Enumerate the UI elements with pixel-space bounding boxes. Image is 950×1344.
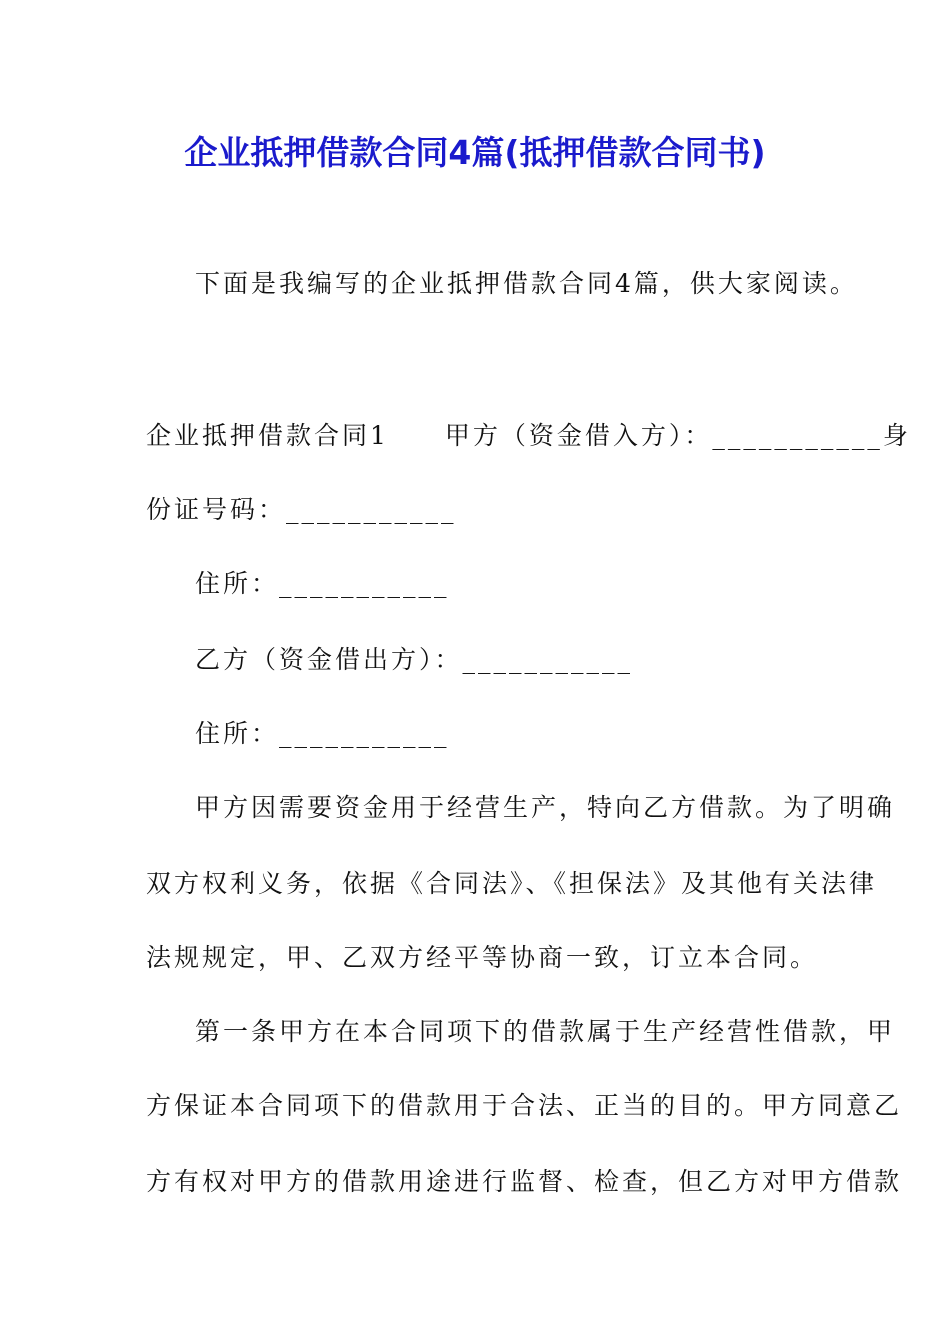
body-text-line: 双方权利义务，依据《合同法》、《担保法》及其他有关法律: [146, 869, 878, 898]
party-b-address-line: 住所：___________: [195, 719, 450, 748]
article-one-line: 第一条甲方在本合同项下的借款属于生产经营性借款，甲: [195, 1017, 896, 1046]
document-title: 企业抵押借款合同4篇(抵押借款合同书): [184, 133, 766, 172]
body-text-line: 甲方因需要资金用于经营生产，特向乙方借款。为了明确: [195, 793, 896, 822]
body-text-line: 法规规定，甲、乙双方经平等协商一致，订立本合同。: [146, 943, 819, 972]
body-text-line: 方有权对甲方的借款用途进行监督、检查，但乙方对甲方借款: [146, 1167, 903, 1196]
contract-heading-line: 企业抵押借款合同1 甲方（资金借入方）：___________身: [146, 421, 911, 450]
party-a-address-line: 住所：___________: [195, 569, 450, 598]
party-b-line: 乙方（资金借出方）：___________: [195, 645, 634, 674]
id-number-line: 份证号码：___________: [146, 495, 457, 524]
intro-line: 下面是我编写的企业抵押借款合同4篇，供大家阅读。: [195, 269, 858, 298]
body-text-line: 方保证本合同项下的借款用于合法、正当的目的。甲方同意乙: [146, 1091, 903, 1120]
